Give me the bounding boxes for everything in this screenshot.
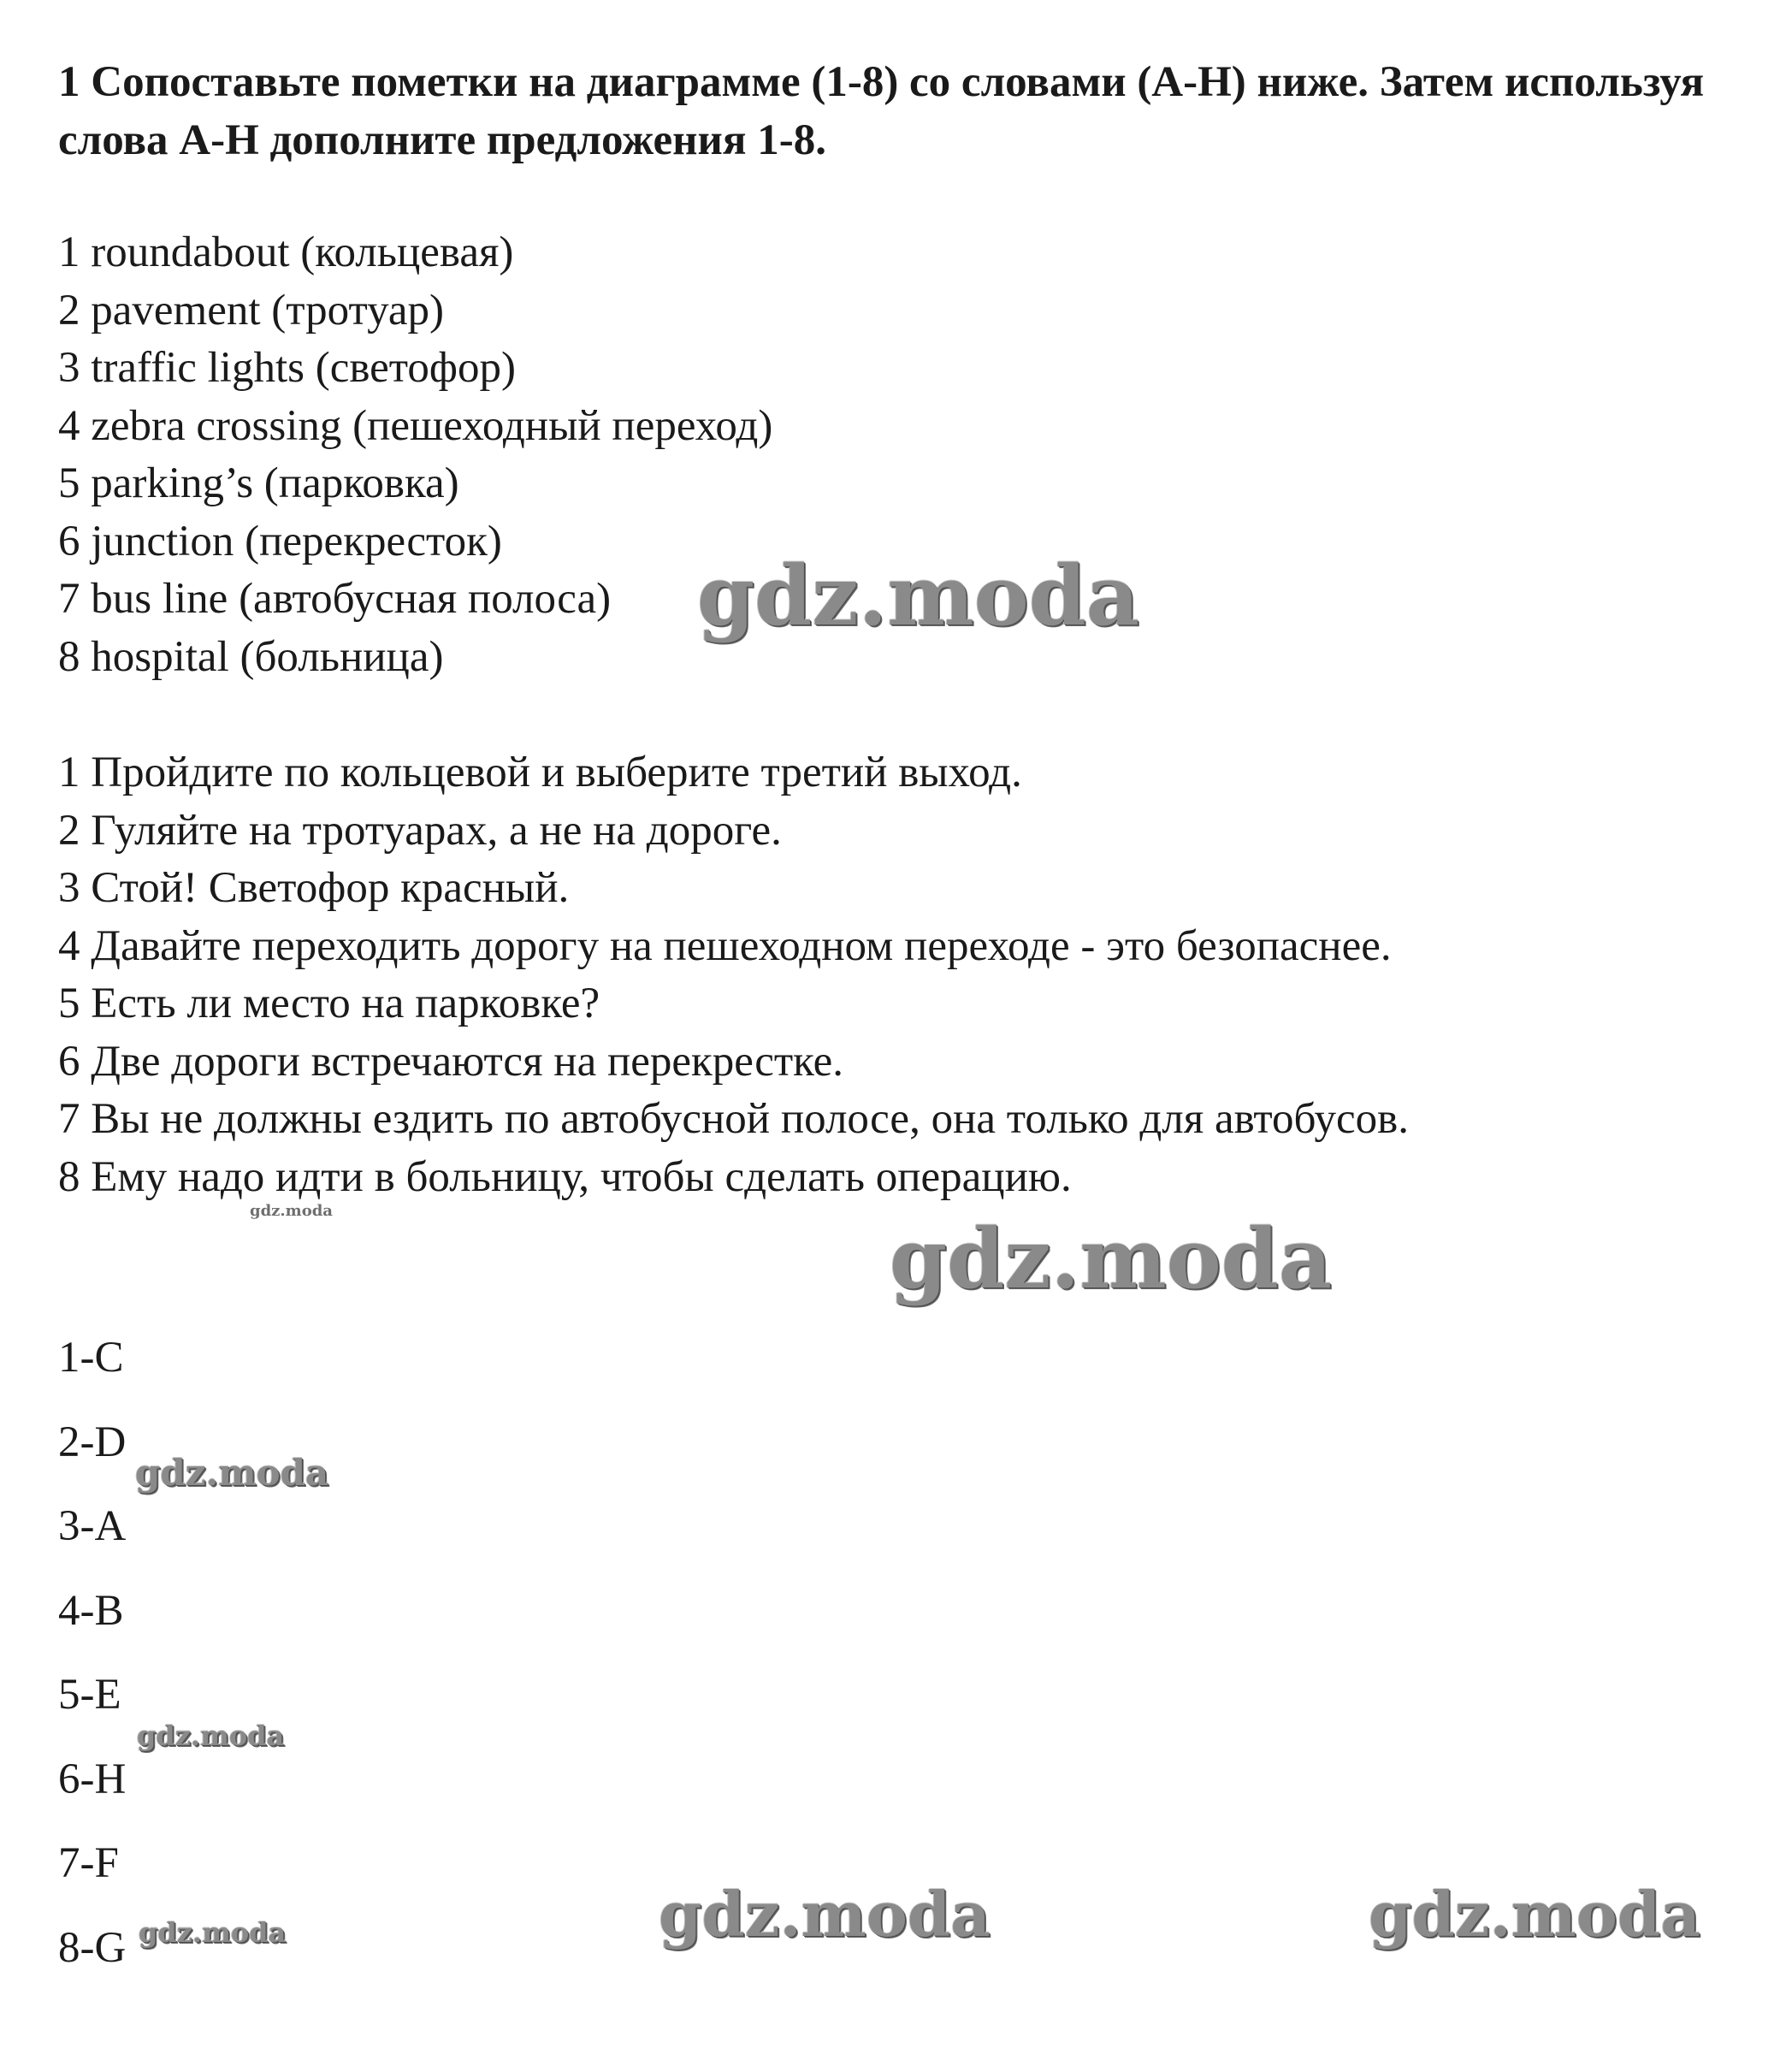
sentence-item: 7 Вы не должны ездить по автобусной полосе, она только для автобусов. bbox=[58, 1095, 1409, 1143]
vocabulary-item: 4 zebra crossing (пешеходный переход) bbox=[58, 401, 773, 450]
watermark: gdz.moda bbox=[250, 1202, 333, 1220]
answer-item: 7-F bbox=[58, 1839, 119, 1887]
vocabulary-item: 3 traffic lights (светофор) bbox=[58, 344, 516, 392]
watermark: gdz.moda bbox=[137, 1720, 285, 1752]
watermark: gdz.moda bbox=[139, 1916, 287, 1949]
vocabulary-item: 5 parking’s (парковка) bbox=[58, 459, 459, 507]
vocabulary-item: 8 hospital (больница) bbox=[58, 632, 444, 681]
watermark: gdz.moda bbox=[1369, 1878, 1700, 1950]
answer-item: 3-A bbox=[58, 1502, 127, 1550]
exercise-heading: 1 Сопоставьте пометки на диаграмме (1-8) со словами (A-H) ниже. Затем используя слова A-H дополните предложения 1-8. bbox=[58, 58, 1705, 164]
watermark: gdz.moda bbox=[659, 1878, 991, 1950]
watermark: gdz.moda bbox=[890, 1211, 1333, 1307]
answer-item: 8-G bbox=[58, 1923, 127, 1972]
answer-list bbox=[58, 1316, 126, 1990]
answer-item: 6-H bbox=[58, 1755, 127, 1803]
vocabulary-item: 6 junction (перекресток) bbox=[58, 517, 502, 565]
answer-item: 4-B bbox=[58, 1586, 124, 1635]
sentence-item: 2 Гуляйте на тротуарах, а не на дороге. bbox=[58, 806, 782, 855]
sentence-list bbox=[58, 744, 1409, 1206]
sentence-item: 5 Есть ли место на парковке? bbox=[58, 980, 600, 1027]
vocabulary-item: 1 roundabout (кольцевая) bbox=[58, 228, 514, 276]
answer-item: 1-C bbox=[58, 1334, 124, 1382]
vocabulary-item: 2 pavement (тротуар) bbox=[58, 286, 445, 334]
vocabulary-list bbox=[58, 224, 772, 686]
watermark: gdz.moda bbox=[697, 548, 1140, 644]
vocabulary-item: 7 bus line (автобусная полоса) bbox=[58, 575, 612, 623]
sentence-item: 3 Стой! Светофор красный. bbox=[58, 864, 570, 912]
sentence-item: 1 Пройдите по кольцевой и выберите третий выход. bbox=[58, 749, 1022, 796]
sentence-item: 8 Ему надо идти в больницу, чтобы сделать операцию. bbox=[58, 1152, 1072, 1201]
sentence-item: 4 Давайте переходить дорогу на пешеходном переходе - это безопаснее. bbox=[58, 921, 1392, 970]
watermark: gdz.moda bbox=[135, 1452, 329, 1494]
sentence-item: 6 Две дороги встречаются на перекрестке. bbox=[58, 1037, 844, 1086]
answer-item: 5-E bbox=[58, 1671, 121, 1719]
answer-item: 2-D bbox=[58, 1418, 127, 1466]
